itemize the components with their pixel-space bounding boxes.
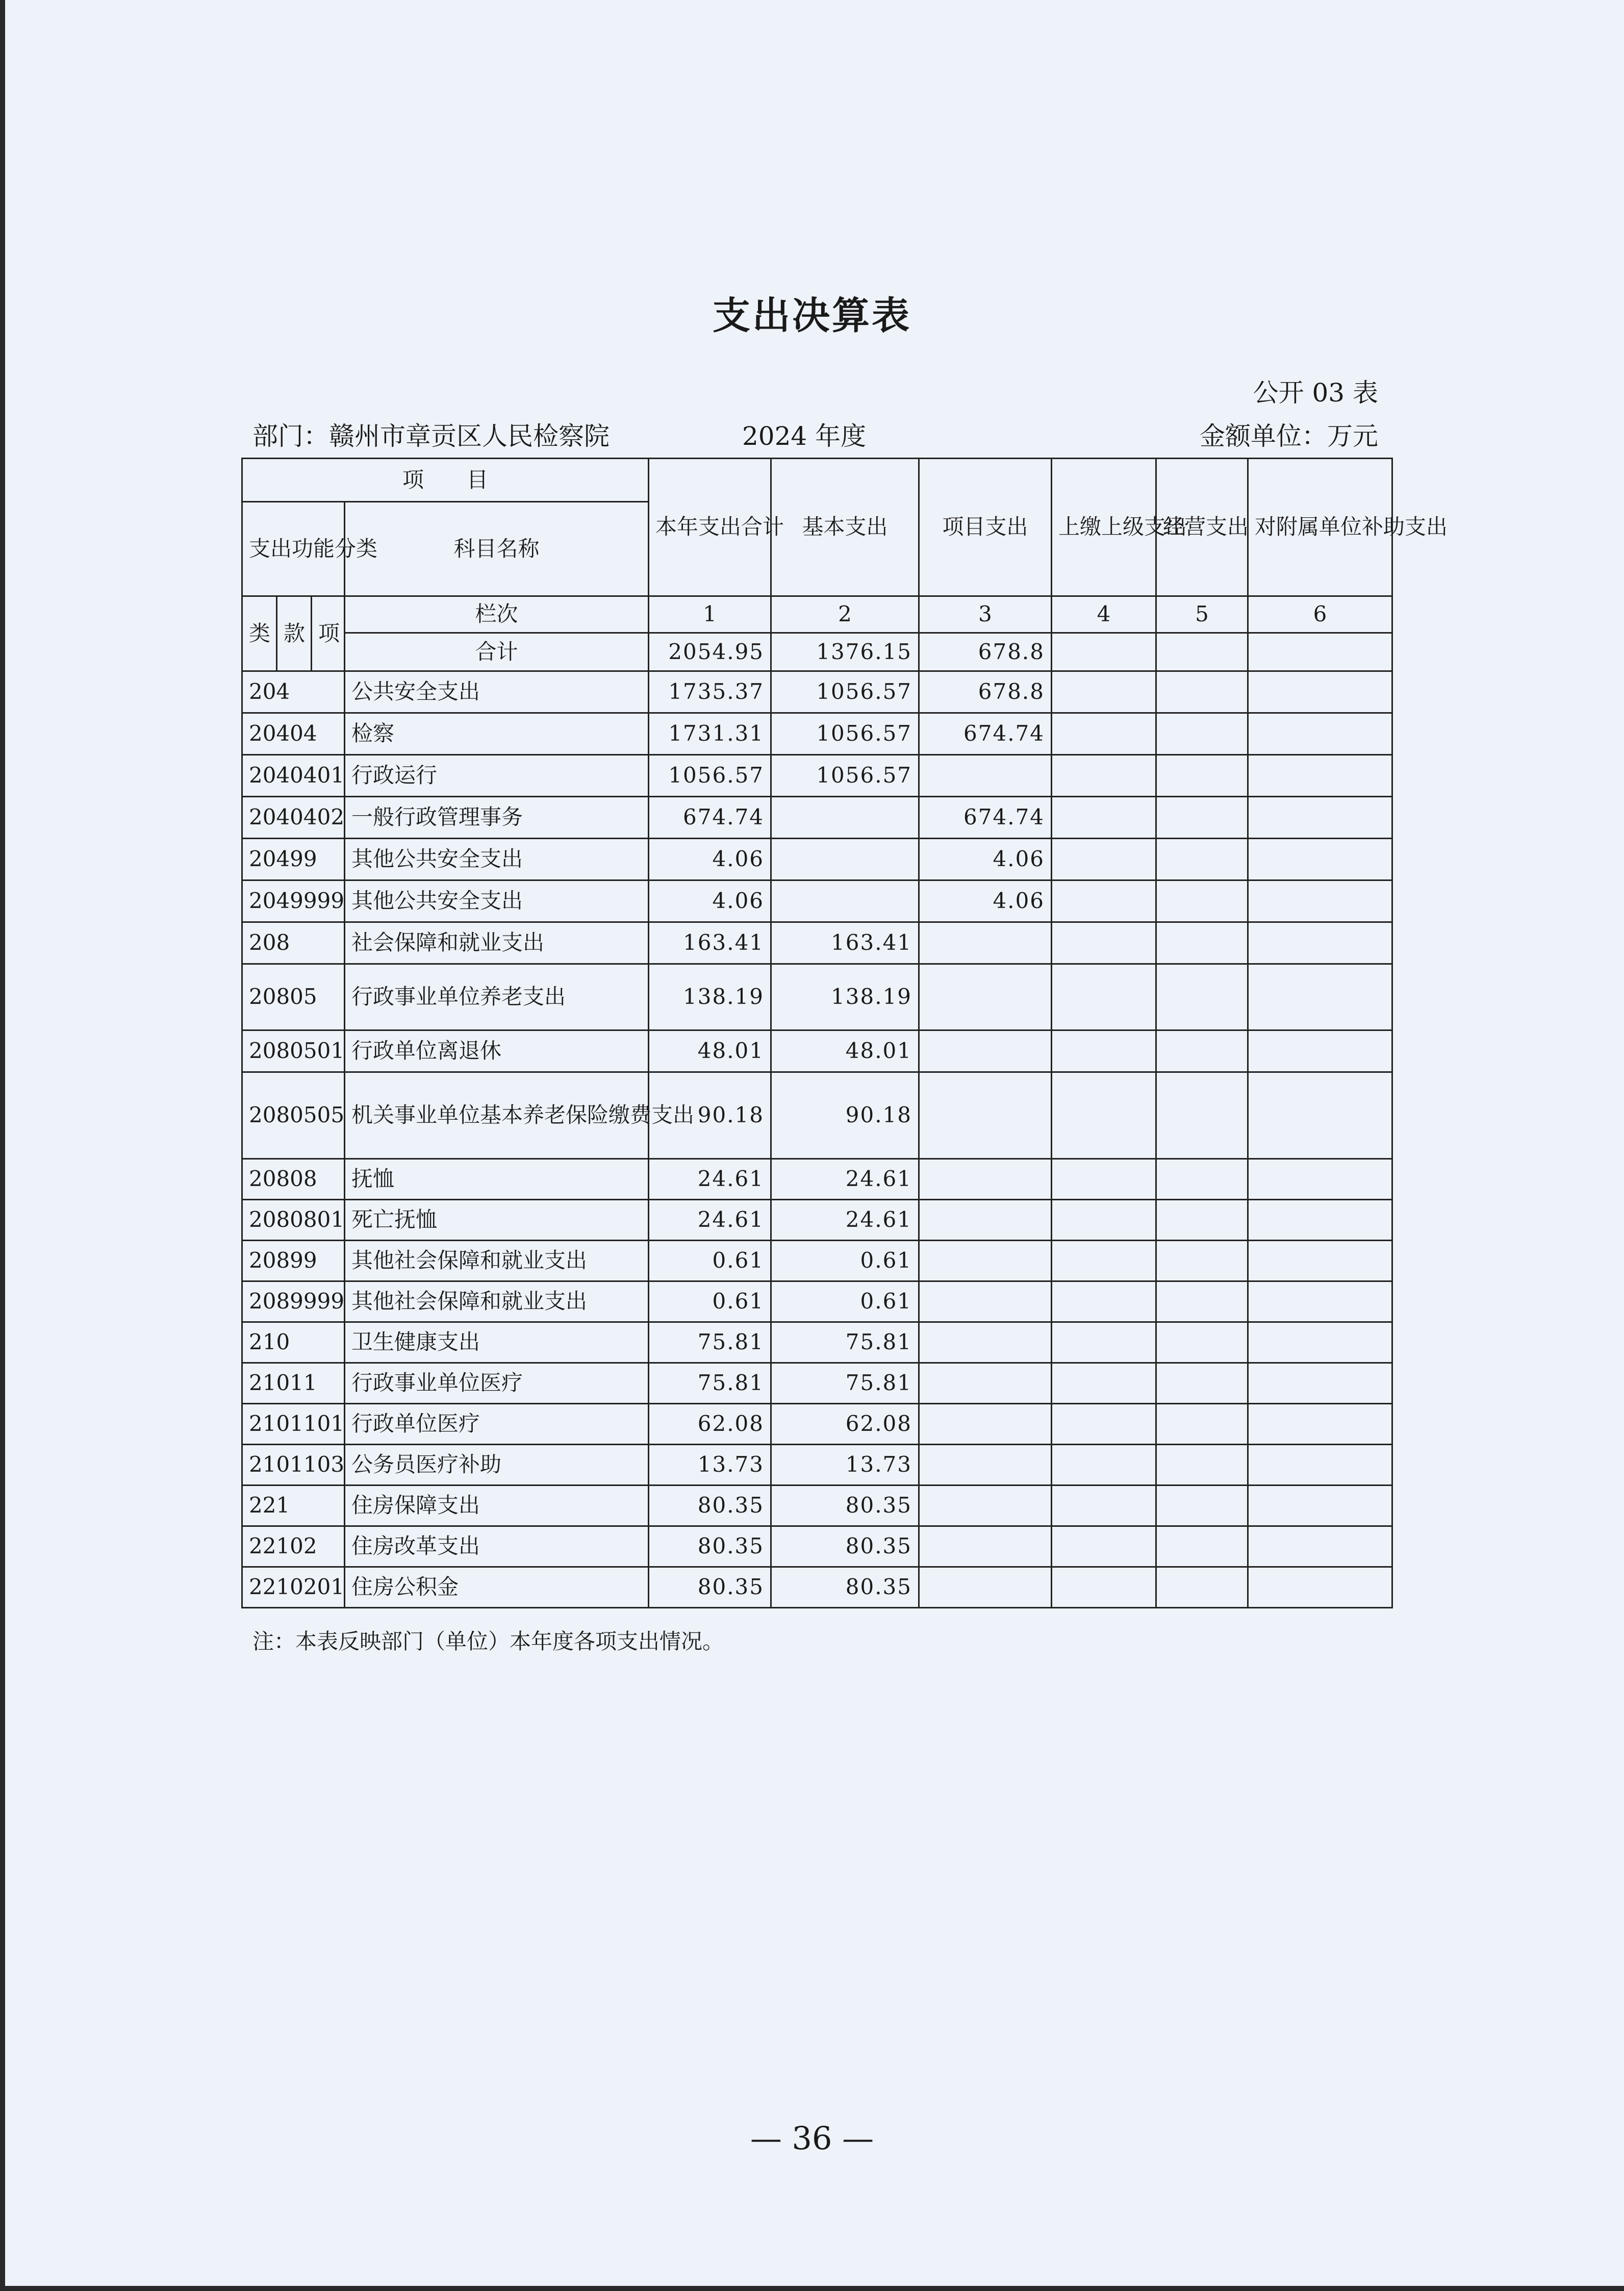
row-total: 0.61 bbox=[649, 1241, 771, 1281]
row-subsidy bbox=[1248, 713, 1392, 755]
row-project bbox=[919, 1404, 1052, 1445]
table-row bbox=[242, 964, 1392, 1030]
scan-edge-left bbox=[0, 0, 5, 2291]
row-code: 20404 bbox=[242, 713, 345, 755]
row-basic: 75.81 bbox=[771, 1322, 919, 1363]
row-upper bbox=[1052, 1404, 1156, 1445]
row-subsidy bbox=[1248, 1159, 1392, 1200]
table-row bbox=[242, 1363, 1392, 1404]
row-business bbox=[1156, 1241, 1248, 1281]
row-business bbox=[1156, 1567, 1248, 1608]
row-subsidy bbox=[1248, 880, 1392, 922]
row-subsidy bbox=[1248, 1072, 1392, 1159]
table-row bbox=[242, 671, 1392, 713]
row-code: 2040401 bbox=[242, 755, 345, 797]
row-basic: 48.01 bbox=[771, 1030, 919, 1072]
row-business bbox=[1156, 922, 1248, 964]
row-project bbox=[919, 1030, 1052, 1072]
header-row-1 bbox=[242, 459, 1392, 502]
row-total: 62.08 bbox=[649, 1404, 771, 1445]
table-row bbox=[242, 1526, 1392, 1567]
row-basic: 1056.57 bbox=[771, 671, 919, 713]
row-code: 2210201 bbox=[242, 1567, 345, 1608]
row-project bbox=[919, 1200, 1052, 1241]
table-row bbox=[242, 1200, 1392, 1241]
row-basic: 80.35 bbox=[771, 1486, 919, 1526]
row-name: 行政单位离退休 bbox=[345, 1030, 649, 1072]
row-basic bbox=[771, 839, 919, 880]
row-subsidy bbox=[1248, 964, 1392, 1030]
row-subsidy bbox=[1248, 1241, 1392, 1281]
row-code: 221 bbox=[242, 1486, 345, 1526]
header-lanci: 栏次 bbox=[345, 596, 649, 633]
row-business bbox=[1156, 713, 1248, 755]
table-row bbox=[242, 1241, 1392, 1281]
row-subsidy bbox=[1248, 922, 1392, 964]
row-total: 80.35 bbox=[649, 1486, 771, 1526]
header-business: 经营支出 bbox=[1156, 459, 1248, 596]
row-code: 20499 bbox=[242, 839, 345, 880]
col-number-6: 6 bbox=[1248, 596, 1392, 633]
row-upper bbox=[1052, 880, 1156, 922]
row-business bbox=[1156, 1404, 1248, 1445]
row-basic: 13.73 bbox=[771, 1445, 919, 1486]
row-subsidy bbox=[1248, 839, 1392, 880]
row-name: 住房改革支出 bbox=[345, 1526, 649, 1567]
row-basic: 24.61 bbox=[771, 1159, 919, 1200]
row-project: 4.06 bbox=[919, 839, 1052, 880]
row-code: 2080501 bbox=[242, 1030, 345, 1072]
header-func-class: 支出功能分类 bbox=[242, 502, 345, 596]
row-business bbox=[1156, 797, 1248, 839]
row-name: 社会保障和就业支出 bbox=[345, 922, 649, 964]
row-name: 其他公共安全支出 bbox=[345, 839, 649, 880]
row-subsidy bbox=[1248, 671, 1392, 713]
table-row bbox=[242, 922, 1392, 964]
table-row bbox=[242, 713, 1392, 755]
col-number-1: 1 bbox=[649, 596, 771, 633]
row-total: 24.61 bbox=[649, 1200, 771, 1241]
table-row bbox=[242, 1159, 1392, 1200]
row-name: 行政运行 bbox=[345, 755, 649, 797]
total-basic: 1376.15 bbox=[771, 633, 919, 671]
row-name: 行政单位医疗 bbox=[345, 1404, 649, 1445]
table-row bbox=[242, 880, 1392, 922]
total-label: 合计 bbox=[345, 633, 649, 671]
row-upper bbox=[1052, 1200, 1156, 1241]
row-total: 1731.31 bbox=[649, 713, 771, 755]
row-business bbox=[1156, 1445, 1248, 1486]
page-number: — 36 — bbox=[750, 2120, 874, 2157]
row-total: 138.19 bbox=[649, 964, 771, 1030]
row-subsidy bbox=[1248, 1526, 1392, 1567]
row-basic: 1056.57 bbox=[771, 755, 919, 797]
table-row bbox=[242, 1486, 1392, 1526]
row-project bbox=[919, 1281, 1052, 1322]
row-total: 1735.37 bbox=[649, 671, 771, 713]
total-row bbox=[242, 633, 1392, 671]
table-row bbox=[242, 839, 1392, 880]
row-code: 2080505 bbox=[242, 1072, 345, 1159]
table-number: 公开 03 表 bbox=[1253, 378, 1378, 408]
row-upper bbox=[1052, 1030, 1156, 1072]
row-project bbox=[919, 1072, 1052, 1159]
row-business bbox=[1156, 755, 1248, 797]
row-total: 0.61 bbox=[649, 1281, 771, 1322]
row-project bbox=[919, 1445, 1052, 1486]
row-business bbox=[1156, 1030, 1248, 1072]
column-number-row bbox=[242, 596, 1392, 633]
table-row bbox=[242, 1322, 1392, 1363]
row-name: 其他社会保障和就业支出 bbox=[345, 1281, 649, 1322]
row-project: 674.74 bbox=[919, 797, 1052, 839]
row-project bbox=[919, 755, 1052, 797]
row-business bbox=[1156, 1072, 1248, 1159]
row-project bbox=[919, 1363, 1052, 1404]
header-subject-name: 科目名称 bbox=[345, 502, 649, 596]
row-basic bbox=[771, 797, 919, 839]
header-upper: 上缴上级支出 bbox=[1052, 459, 1156, 596]
row-code: 2101103 bbox=[242, 1445, 345, 1486]
scan-edge-bottom bbox=[0, 2286, 1624, 2291]
row-business bbox=[1156, 1526, 1248, 1567]
row-code: 20805 bbox=[242, 964, 345, 1030]
department-label: 部门：赣州市章贡区人民检察院 bbox=[252, 421, 610, 451]
row-name: 死亡抚恤 bbox=[345, 1200, 649, 1241]
col-number-4: 4 bbox=[1052, 596, 1156, 633]
row-total: 13.73 bbox=[649, 1445, 771, 1486]
row-upper bbox=[1052, 1281, 1156, 1322]
row-business bbox=[1156, 1486, 1248, 1526]
row-subsidy bbox=[1248, 1030, 1392, 1072]
row-upper bbox=[1052, 1363, 1156, 1404]
row-upper bbox=[1052, 1322, 1156, 1363]
row-upper bbox=[1052, 671, 1156, 713]
row-total: 1056.57 bbox=[649, 755, 771, 797]
row-total: 90.18 bbox=[649, 1072, 771, 1159]
table-row bbox=[242, 1404, 1392, 1445]
table-row bbox=[242, 1030, 1392, 1072]
table-row bbox=[242, 755, 1392, 797]
row-upper bbox=[1052, 1241, 1156, 1281]
total-amount: 2054.95 bbox=[649, 633, 771, 671]
row-name: 公共安全支出 bbox=[345, 671, 649, 713]
row-basic: 80.35 bbox=[771, 1526, 919, 1567]
row-total: 75.81 bbox=[649, 1363, 771, 1404]
row-total: 4.06 bbox=[649, 839, 771, 880]
row-project bbox=[919, 922, 1052, 964]
row-name: 抚恤 bbox=[345, 1159, 649, 1200]
row-business bbox=[1156, 1281, 1248, 1322]
total-upper bbox=[1052, 633, 1156, 671]
row-code: 208 bbox=[242, 922, 345, 964]
row-upper bbox=[1052, 1159, 1156, 1200]
row-project bbox=[919, 1486, 1052, 1526]
row-name: 检察 bbox=[345, 713, 649, 755]
total-business bbox=[1156, 633, 1248, 671]
row-total: 75.81 bbox=[649, 1322, 771, 1363]
row-name: 卫生健康支出 bbox=[345, 1322, 649, 1363]
row-code: 22102 bbox=[242, 1526, 345, 1567]
row-upper bbox=[1052, 964, 1156, 1030]
row-name: 行政事业单位医疗 bbox=[345, 1363, 649, 1404]
row-business bbox=[1156, 1363, 1248, 1404]
row-subsidy bbox=[1248, 1322, 1392, 1363]
row-name: 其他社会保障和就业支出 bbox=[345, 1241, 649, 1281]
header-lei: 类 bbox=[242, 596, 277, 671]
row-name: 一般行政管理事务 bbox=[345, 797, 649, 839]
row-business bbox=[1156, 1322, 1248, 1363]
row-upper bbox=[1052, 922, 1156, 964]
row-code: 210 bbox=[242, 1322, 345, 1363]
row-upper bbox=[1052, 1567, 1156, 1608]
row-code: 2089999 bbox=[242, 1281, 345, 1322]
row-basic: 1056.57 bbox=[771, 713, 919, 755]
table-row bbox=[242, 1567, 1392, 1608]
row-project: 4.06 bbox=[919, 880, 1052, 922]
row-subsidy bbox=[1248, 1281, 1392, 1322]
row-name: 住房公积金 bbox=[345, 1567, 649, 1608]
row-upper bbox=[1052, 1486, 1156, 1526]
row-subsidy bbox=[1248, 1486, 1392, 1526]
row-subsidy bbox=[1248, 1363, 1392, 1404]
row-basic: 138.19 bbox=[771, 964, 919, 1030]
table-row bbox=[242, 797, 1392, 839]
row-total: 24.61 bbox=[649, 1159, 771, 1200]
row-subsidy bbox=[1248, 797, 1392, 839]
row-upper bbox=[1052, 797, 1156, 839]
amount-unit-label: 金额单位：万元 bbox=[1200, 421, 1378, 451]
table-row bbox=[242, 1072, 1392, 1159]
row-code: 204 bbox=[242, 671, 345, 713]
row-total: 48.01 bbox=[649, 1030, 771, 1072]
row-total: 163.41 bbox=[649, 922, 771, 964]
row-subsidy bbox=[1248, 755, 1392, 797]
row-total: 80.35 bbox=[649, 1567, 771, 1608]
row-project bbox=[919, 1159, 1052, 1200]
row-basic: 24.61 bbox=[771, 1200, 919, 1241]
table-row bbox=[242, 1281, 1392, 1322]
row-basic: 62.08 bbox=[771, 1404, 919, 1445]
row-total: 80.35 bbox=[649, 1526, 771, 1567]
row-upper bbox=[1052, 1445, 1156, 1486]
row-code: 2040402 bbox=[242, 797, 345, 839]
page-title: 支出决算表 bbox=[713, 294, 911, 338]
row-upper bbox=[1052, 839, 1156, 880]
row-project bbox=[919, 1322, 1052, 1363]
expenditure-table bbox=[241, 458, 1448, 1608]
row-upper bbox=[1052, 755, 1156, 797]
header-subsidy: 对附属单位补助支出 bbox=[1248, 459, 1392, 596]
header-xiang: 项 bbox=[312, 596, 345, 671]
table-row bbox=[242, 1445, 1392, 1486]
col-number-5: 5 bbox=[1156, 596, 1248, 633]
row-business bbox=[1156, 839, 1248, 880]
row-basic: 90.18 bbox=[771, 1072, 919, 1159]
year-label: 2024 年度 bbox=[742, 421, 867, 451]
row-code: 20808 bbox=[242, 1159, 345, 1200]
row-name: 公务员医疗补助 bbox=[345, 1445, 649, 1486]
header-basic: 基本支出 bbox=[771, 459, 919, 596]
table-note: 注：本表反映部门（单位）本年度各项支出情况。 bbox=[252, 1629, 724, 1654]
row-basic: 75.81 bbox=[771, 1363, 919, 1404]
row-basic: 0.61 bbox=[771, 1241, 919, 1281]
row-business bbox=[1156, 964, 1248, 1030]
row-basic: 80.35 bbox=[771, 1567, 919, 1608]
row-code: 2101101 bbox=[242, 1404, 345, 1445]
row-basic: 163.41 bbox=[771, 922, 919, 964]
row-name: 住房保障支出 bbox=[345, 1486, 649, 1526]
row-project bbox=[919, 1567, 1052, 1608]
row-basic: 0.61 bbox=[771, 1281, 919, 1322]
row-code: 21011 bbox=[242, 1363, 345, 1404]
row-business bbox=[1156, 671, 1248, 713]
row-upper bbox=[1052, 1526, 1156, 1567]
header-total: 本年支出合计 bbox=[649, 459, 771, 596]
row-project bbox=[919, 964, 1052, 1030]
row-project: 678.8 bbox=[919, 671, 1052, 713]
total-subsidy bbox=[1248, 633, 1392, 671]
row-subsidy bbox=[1248, 1445, 1392, 1486]
row-project: 674.74 bbox=[919, 713, 1052, 755]
row-subsidy bbox=[1248, 1200, 1392, 1241]
row-code: 20899 bbox=[242, 1241, 345, 1281]
row-business bbox=[1156, 1200, 1248, 1241]
row-code: 2080801 bbox=[242, 1200, 345, 1241]
row-upper bbox=[1052, 713, 1156, 755]
row-code: 2049999 bbox=[242, 880, 345, 922]
row-business bbox=[1156, 880, 1248, 922]
row-subsidy bbox=[1248, 1567, 1392, 1608]
row-business bbox=[1156, 1159, 1248, 1200]
row-total: 4.06 bbox=[649, 880, 771, 922]
total-project: 678.8 bbox=[919, 633, 1052, 671]
col-number-3: 3 bbox=[919, 596, 1052, 633]
row-basic bbox=[771, 880, 919, 922]
col-number-2: 2 bbox=[771, 596, 919, 633]
row-upper bbox=[1052, 1072, 1156, 1159]
row-subsidy bbox=[1248, 1404, 1392, 1445]
row-total: 674.74 bbox=[649, 797, 771, 839]
row-name: 行政事业单位养老支出 bbox=[345, 964, 649, 1030]
header-item: 项 目 bbox=[242, 459, 649, 502]
row-name: 机关事业单位基本养老保险缴费支出 bbox=[345, 1072, 649, 1159]
row-project bbox=[919, 1526, 1052, 1567]
header-project: 项目支出 bbox=[919, 459, 1052, 596]
header-kuan: 款 bbox=[277, 596, 312, 671]
row-name: 其他公共安全支出 bbox=[345, 880, 649, 922]
row-project bbox=[919, 1241, 1052, 1281]
